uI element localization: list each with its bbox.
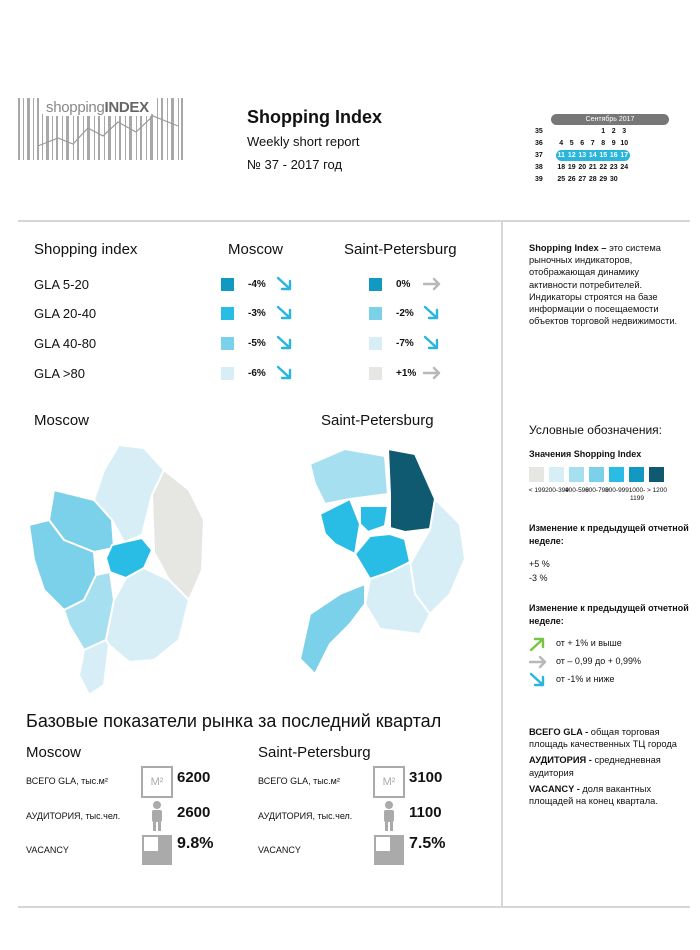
- base-indicators-title: Базовые показатели рынка за последний квартал: [26, 711, 442, 731]
- flat-arrow-icon: [529, 654, 547, 670]
- kpi-gla-label: ВСЕГО GLA, тыс.м²: [26, 776, 108, 786]
- divider-vertical: [501, 222, 503, 906]
- change-legend-title-2: Изменение к предыдущей отчетной неделе:: [529, 603, 689, 626]
- legend-swatch-label: < 199: [528, 487, 546, 494]
- legend-swatch: [529, 467, 544, 482]
- calendar-days: [556, 150, 630, 161]
- glossary-gla: [529, 726, 689, 750]
- gla-row-label: GLA 40-80: [34, 336, 97, 351]
- spb-district-center: [360, 506, 388, 532]
- calendar-day: 21: [588, 164, 597, 171]
- calendar-week-row: [535, 138, 660, 149]
- logo-wordmark: [44, 100, 151, 116]
- logo-wordmark-bold: INDEX: [104, 99, 149, 116]
- calendar-month: Сентябрь 2017: [551, 114, 669, 125]
- up-arrow-icon: [529, 636, 547, 652]
- arrow-legend-label: от + 1% и выше: [556, 638, 622, 648]
- glossary-vacancy-text: доля вакантных площадей на конец квартала.: [529, 783, 658, 807]
- calendar-day: 3: [622, 128, 627, 135]
- gla-row-label: GLA 5-20: [34, 277, 89, 292]
- calendar-day: 28: [588, 176, 597, 183]
- base-city-name: Saint-Petersburg: [258, 744, 371, 761]
- spb-map-title: Saint-Petersburg: [321, 412, 434, 429]
- spb-index-change: -2%: [396, 308, 414, 319]
- spb-index-change: +1%: [396, 368, 417, 379]
- index-description: [529, 242, 679, 327]
- glossary-gla-text: общая торговая площадь качественных ТЦ города: [529, 727, 677, 750]
- glossary-vacancy: [529, 783, 689, 807]
- spb-map: [290, 444, 490, 684]
- moscow-trend-down-arrow-icon: [276, 276, 294, 292]
- kpi-audience-value: 2600: [177, 804, 211, 821]
- calendar-day: 20: [578, 164, 587, 171]
- glossary: [529, 726, 689, 811]
- calendar-day: 17: [620, 152, 629, 159]
- calendar-day: 22: [599, 164, 608, 171]
- gla-row-label: GLA >80: [34, 366, 85, 381]
- spb-trend-flat-arrow-icon: [423, 276, 441, 292]
- calendar-week-row: [535, 174, 660, 185]
- legend-swatch-label: > 1200: [646, 487, 668, 494]
- gla-row-label: GLA 20-40: [34, 306, 97, 321]
- calendar-week-number: 39: [535, 176, 543, 183]
- calendar-day: 26: [567, 176, 576, 183]
- glossary-audience: [529, 754, 689, 778]
- moscow-trend-down-arrow-icon: [276, 335, 294, 351]
- moscow-index-change: -3%: [248, 308, 266, 319]
- vacancy-icon: [373, 834, 405, 866]
- index-description-text: это система рыночных индикаторов, отображающая динамику активности потребителей. Индикаторы строятся на базе информации о посещаемости объектов торговой недвижимости.: [529, 243, 678, 327]
- glossary-audience-term: АУДИТОРИЯ -: [529, 755, 592, 766]
- spb-index-change: -7%: [396, 338, 414, 349]
- report-title: Shopping Index: [247, 107, 382, 127]
- spb-trend-flat-arrow-icon: [423, 365, 441, 381]
- arrow-legend-label: от – 0,99 до + 0,99%: [556, 656, 641, 666]
- area-m2-icon: M²: [373, 766, 405, 798]
- calendar-day: [619, 174, 630, 185]
- calendar-day: 27: [578, 176, 587, 183]
- calendar-day: 10: [620, 140, 629, 147]
- calendar-day: 16: [609, 152, 618, 159]
- legend-swatch: [589, 467, 604, 482]
- change-value-minus: -3 %: [529, 573, 548, 583]
- down-arrow-icon: [529, 672, 547, 688]
- legend-swatch: [629, 467, 644, 482]
- logo-wordmark-light: shopping: [46, 99, 105, 116]
- calendar-days: [556, 126, 630, 137]
- spb-district-north: [310, 449, 388, 504]
- moscow-index-swatch: [221, 278, 234, 291]
- change-legend-title-1: Изменение к предыдущей отчетной неделе:: [529, 523, 689, 546]
- calendar-day: 25: [557, 176, 566, 183]
- index-table-moscow-header: Moscow: [228, 241, 284, 258]
- kpi-gla-label: ВСЕГО GLA, тыс.м²: [258, 776, 340, 786]
- report-subtitle: Weekly short report: [247, 134, 360, 149]
- kpi-vacancy-label: VACANCY: [26, 845, 69, 855]
- kpi-vacancy-label: VACANCY: [258, 845, 301, 855]
- divider-top: [18, 220, 690, 222]
- calendar-day: 29: [599, 176, 608, 183]
- legend-swatch: [649, 467, 664, 482]
- calendar-week-number: 35: [535, 128, 543, 135]
- moscow-map-title: Moscow: [34, 412, 90, 429]
- base-city-name: Moscow: [26, 744, 82, 761]
- glossary-vacancy-term: VACANCY -: [529, 783, 580, 794]
- calendar-days: [556, 162, 630, 173]
- calendar-day: [588, 126, 599, 137]
- legend-swatch: [569, 467, 584, 482]
- moscow-index-swatch: [221, 307, 234, 320]
- moscow-index-swatch: [221, 367, 234, 380]
- calendar-day: 4: [559, 140, 564, 147]
- legend-swatch-label: 200-399: [545, 487, 569, 494]
- glossary-gla-term: ВСЕГО GLA -: [529, 727, 589, 737]
- kpi-audience-label: АУДИТОРИЯ, тыс.чел.: [26, 811, 121, 821]
- calendar-day: 14: [588, 152, 597, 159]
- calendar-days: [556, 174, 630, 185]
- moscow-trend-down-arrow-icon: [276, 305, 294, 321]
- calendar-day: 8: [601, 140, 606, 147]
- area-m2-icon: M²: [141, 766, 173, 798]
- calendar-day: 9: [611, 140, 616, 147]
- kpi-gla-value: 3100: [409, 769, 443, 786]
- calendar-day: 19: [567, 164, 576, 171]
- legend-swatch-label: 600-799: [585, 487, 609, 494]
- legend-title: Условные обозначения:: [529, 423, 662, 437]
- moscow-index-change: -6%: [248, 368, 266, 379]
- calendar-days: [556, 138, 630, 149]
- person-icon: [373, 800, 405, 832]
- calendar-week-number: 38: [535, 164, 543, 171]
- moscow-trend-down-arrow-icon: [276, 365, 294, 381]
- report-issue: № 37 - 2017 год: [247, 157, 343, 172]
- divider-bottom: [18, 906, 690, 908]
- kpi-audience-label: АУДИТОРИЯ, тыс.чел.: [258, 811, 353, 821]
- legend-swatch-label: 400-599: [565, 487, 589, 494]
- spb-district-west: [320, 499, 360, 554]
- spb-index-swatch: [369, 307, 382, 320]
- calendar-day: 6: [580, 140, 585, 147]
- legend-swatch-label: 1000-1199: [628, 487, 646, 502]
- calendar-day: [556, 126, 567, 137]
- arrow-legend-label: от -1% и ниже: [556, 674, 615, 684]
- calendar-week-row: [535, 162, 660, 173]
- calendar-week-row: [535, 150, 660, 161]
- calendar-day: 13: [578, 152, 587, 159]
- change-value-plus: +5 %: [529, 559, 550, 569]
- index-description-term: Shopping Index –: [529, 243, 607, 253]
- kpi-vacancy-value: 7.5%: [409, 835, 446, 852]
- spb-district-southwest: [300, 584, 365, 674]
- spb-index-swatch: [369, 367, 382, 380]
- calendar-day: 24: [620, 164, 629, 171]
- spb-index-swatch: [369, 278, 382, 291]
- moscow-index-change: -5%: [248, 338, 266, 349]
- spb-index-change: 0%: [396, 279, 411, 290]
- spb-index-swatch: [369, 337, 382, 350]
- shopping-index-logo: [18, 98, 183, 160]
- calendar: [535, 114, 660, 185]
- calendar-day: 5: [569, 140, 574, 147]
- legend-scale-title: Значения Shopping Index: [529, 449, 642, 459]
- calendar-day: 15: [599, 152, 608, 159]
- moscow-map: [24, 440, 224, 700]
- calendar-day: 23: [609, 164, 618, 171]
- calendar-week-number: 36: [535, 140, 543, 147]
- legend-swatch-label: 800-999: [605, 487, 629, 494]
- legend-swatch: [609, 467, 624, 482]
- spb-trend-down-arrow-icon: [423, 305, 441, 321]
- spb-district-northeast: [388, 449, 435, 532]
- index-table-spb-header: Saint-Petersburg: [344, 241, 457, 258]
- calendar-weeks: [535, 126, 660, 185]
- calendar-day: 7: [590, 140, 595, 147]
- legend-swatch: [549, 467, 564, 482]
- calendar-day: 18: [557, 164, 566, 171]
- calendar-day: 1: [601, 128, 606, 135]
- calendar-day: [577, 126, 588, 137]
- kpi-gla-value: 6200: [177, 769, 211, 786]
- kpi-audience-value: 1100: [409, 804, 442, 821]
- moscow-index-swatch: [221, 337, 234, 350]
- moscow-index-change: -4%: [248, 279, 266, 290]
- glossary-audience-text: среднедневная аудитория: [529, 755, 661, 778]
- calendar-day: [567, 126, 578, 137]
- calendar-week-row: [535, 126, 660, 137]
- person-icon: [141, 800, 173, 832]
- calendar-day: 11: [557, 152, 565, 159]
- spb-trend-down-arrow-icon: [423, 335, 441, 351]
- calendar-day: 12: [567, 152, 576, 159]
- vacancy-icon: [141, 834, 173, 866]
- calendar-day: 30: [609, 176, 618, 183]
- kpi-vacancy-value: 9.8%: [177, 835, 214, 852]
- index-table-header: Shopping index: [34, 241, 138, 258]
- calendar-week-number: 37: [535, 152, 543, 159]
- calendar-day: 2: [611, 128, 616, 135]
